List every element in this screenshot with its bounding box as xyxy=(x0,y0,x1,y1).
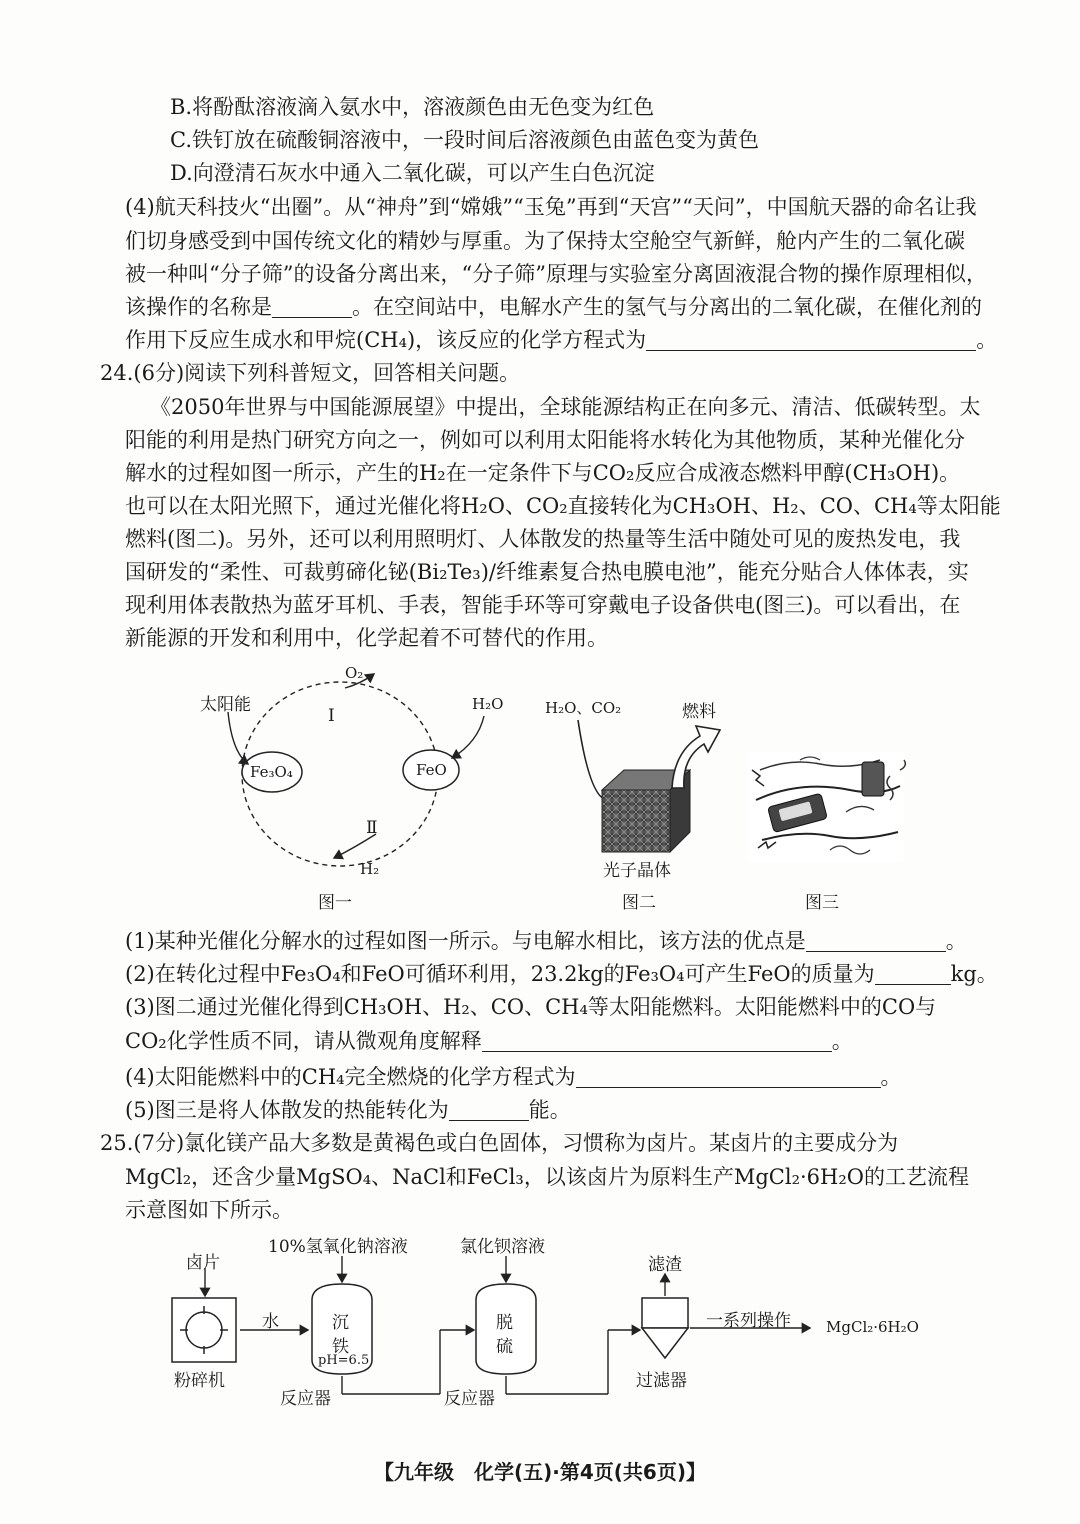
q23-part4-line1: (4)航天科技火“出圈”。从“神舟”到“嫦娥”“玉兔”再到“天宫”“天问”，中国航天器的命名让我 xyxy=(125,195,977,219)
fuel-label: 燃料 xyxy=(682,702,716,722)
figure-1-caption: 图一 xyxy=(318,893,352,913)
q24-para-line: 《2050年世界与中国能源展望》中提出，全球能源结构正在向多元、清洁、低碳转型。太 xyxy=(150,395,981,419)
step-2-label: Ⅱ xyxy=(366,818,378,838)
filter-label: 过滤器 xyxy=(636,1371,687,1391)
o2-label: O₂ xyxy=(345,664,364,682)
fe3o4-label: Fe₃O₄ xyxy=(250,763,293,781)
reactor-1-text-a: 沉 xyxy=(332,1313,349,1333)
period: 。 xyxy=(831,1029,853,1053)
q24-sub1-text: (1)某种光催化分解水的过程如图一所示。与电解水相比，该方法的优点是 xyxy=(125,929,806,953)
feed-label: 卤片 xyxy=(186,1253,220,1273)
figure-3-wearable xyxy=(748,752,905,862)
q24-sub3-text: CO₂化学性质不同，请从微观角度解释 xyxy=(125,1029,482,1053)
q24-para-line: 也可以在太阳光照下，通过光催化将H₂O、CO₂直接转化为CH₃OH、H₂、CO、CH₄等太阳能 xyxy=(125,494,1001,518)
figure-2-caption: 图二 xyxy=(622,893,656,913)
option-b: B.将酚酞溶液滴入氨水中，溶液颜色由无色变为红色 xyxy=(170,95,655,119)
period: 。 xyxy=(976,328,998,352)
q25-line2: MgCl₂，还含少量MgSO₄、NaCl和FeCl₃，以该卤片为原料生产MgCl₂·6H₂O的工艺流程 xyxy=(125,1165,969,1189)
q24-para-line: 新能源的开发和利用中，化学起着不可替代的作用。 xyxy=(125,626,608,650)
q24-sub2 xyxy=(125,959,998,989)
ph-label: pH=6.5 xyxy=(318,1353,370,1368)
answer-blank[interactable] xyxy=(806,929,946,952)
q23-part4-text: 该操作的名称是 xyxy=(125,295,272,319)
q24-title: 24.(6分)阅读下列科普短文，回答相关问题。 xyxy=(100,361,521,385)
q24-sub5 xyxy=(125,1095,571,1125)
feo-label: FeO xyxy=(416,761,447,779)
answer-blank[interactable] xyxy=(576,1065,881,1088)
q25-line1: 25.(7分)氯化镁产品大多数是黄褐色或白色固体，习惯称为卤片。某卤片的主要成分为 xyxy=(100,1131,899,1155)
bacl2-label: 氯化钡溶液 xyxy=(460,1237,545,1257)
filter-top xyxy=(642,1298,688,1328)
crusher-label: 粉碎机 xyxy=(174,1371,225,1391)
q24-para-line: 阳能的利用是热门研究方向之一，例如可以利用太阳能将水转化为其他物质，某种光催化分 xyxy=(125,428,965,452)
water-label: 水 xyxy=(262,1312,279,1332)
q23-part4-eq-prompt: 作用下反应生成水和甲烷(CH₄)，该反应的化学方程式为 xyxy=(125,328,647,352)
figure-2-crystal xyxy=(578,720,720,852)
reactor-2-text-b: 硫 xyxy=(496,1337,513,1357)
series-ops-label: 一系列操作 xyxy=(706,1311,791,1331)
h2-label: H₂ xyxy=(360,860,380,878)
option-c: C.铁钉放在硫酸铜溶液中，一段时间后溶液颜色由蓝色变为黄色 xyxy=(170,128,759,152)
option-d: D.向澄清石灰水中通入二氧化碳，可以产生白色沉淀 xyxy=(170,161,655,185)
q24-sub3: (3)图二通过光催化得到CH₃OH、H₂、CO、CH₄等太阳能燃料。太阳能燃料中的CO与 xyxy=(125,995,937,1019)
solar-label: 太阳能 xyxy=(200,695,251,715)
q24-para-line: 燃料(图二)。另外，还可以利用照明灯、人体散发的热量等生活中随处可见的废热发电，我 xyxy=(125,527,961,551)
period: 。 xyxy=(945,929,967,953)
q24-sub2-text: (2)在转化过程中Fe₃O₄和FeO可循环利用，23.2kg的Fe₃O₄可产生FeO的质量为 xyxy=(125,962,875,986)
q25-line3: 示意图如下所示。 xyxy=(125,1198,293,1222)
q24-para-line: 现利用体表散热为蓝牙耳机、手表，智能手环等可穿戴电子设备供电(图三)。可以看出，在 xyxy=(125,593,961,617)
inputs-label: H₂O、CO₂ xyxy=(545,699,622,717)
q24-sub4 xyxy=(125,1062,902,1092)
q23-part4-text-cont: 。在空间站中，电解水产生的氢气与分离出的二氧化碳，在催化剂的 xyxy=(352,295,982,319)
period: 。 xyxy=(880,1065,902,1089)
reactor-2-label: 反应器 xyxy=(444,1389,495,1409)
solar-arrow xyxy=(228,712,248,764)
q24-sub4-text: (4)太阳能燃料中的CH₄完全燃烧的化学方程式为 xyxy=(125,1065,576,1089)
h2o-label: H₂O xyxy=(472,695,504,713)
answer-blank[interactable] xyxy=(482,1029,832,1052)
step-1-label: Ⅰ xyxy=(328,706,335,726)
reactor-1-text-b: 铁 xyxy=(332,1337,349,1357)
crystal-label: 光子晶体 xyxy=(603,861,671,881)
reactor-2-text-a: 脱 xyxy=(496,1313,513,1333)
h2o-arrow xyxy=(452,716,484,758)
q24-sub1 xyxy=(125,926,967,956)
q24-sub5-text: (5)图三是将人体散发的热能转化为 xyxy=(125,1098,449,1122)
q23-part4-line3: 被一种叫“分子筛”的设备分离出来，“分子筛”原理与实验室分离固液混合物的操作原理相似， xyxy=(125,262,987,286)
q24-sub5-end: 能。 xyxy=(528,1098,571,1122)
product-label: MgCl₂·6H₂O xyxy=(826,1318,919,1336)
naoh-label: 10%氢氧化钠溶液 xyxy=(268,1237,408,1257)
q24-sub3-cont xyxy=(125,1026,853,1056)
q23-part4-line2: 们切身感受到中国传统文化的精妙与厚重。为了保持太空舱空气新鲜，舱内产生的二氧化碳 xyxy=(125,229,965,253)
q24-para-line: 解水的过程如图一所示，产生的H₂在一定条件下与CO₂反应合成液态燃料甲醇(CH₃OH)。 xyxy=(125,461,961,485)
residue-label: 滤渣 xyxy=(648,1255,682,1275)
answer-blank[interactable] xyxy=(875,962,951,985)
answer-blank[interactable] xyxy=(449,1098,529,1121)
filter-cone xyxy=(642,1328,688,1358)
reactor-1-label: 反应器 xyxy=(280,1389,331,1409)
fuel-arrow xyxy=(672,726,720,788)
q24-para-line: 国研发的“柔性、可裁剪碲化铋(Bi₂Te₃)/纤维素复合热电膜电池”，能充分贴合人体体表，实 xyxy=(125,560,969,584)
unit: kg。 xyxy=(950,962,998,986)
page-footer: 【九年级 化学(五)·第4页(共6页)】 xyxy=(374,1460,706,1484)
figure-3-caption: 图三 xyxy=(805,893,839,913)
